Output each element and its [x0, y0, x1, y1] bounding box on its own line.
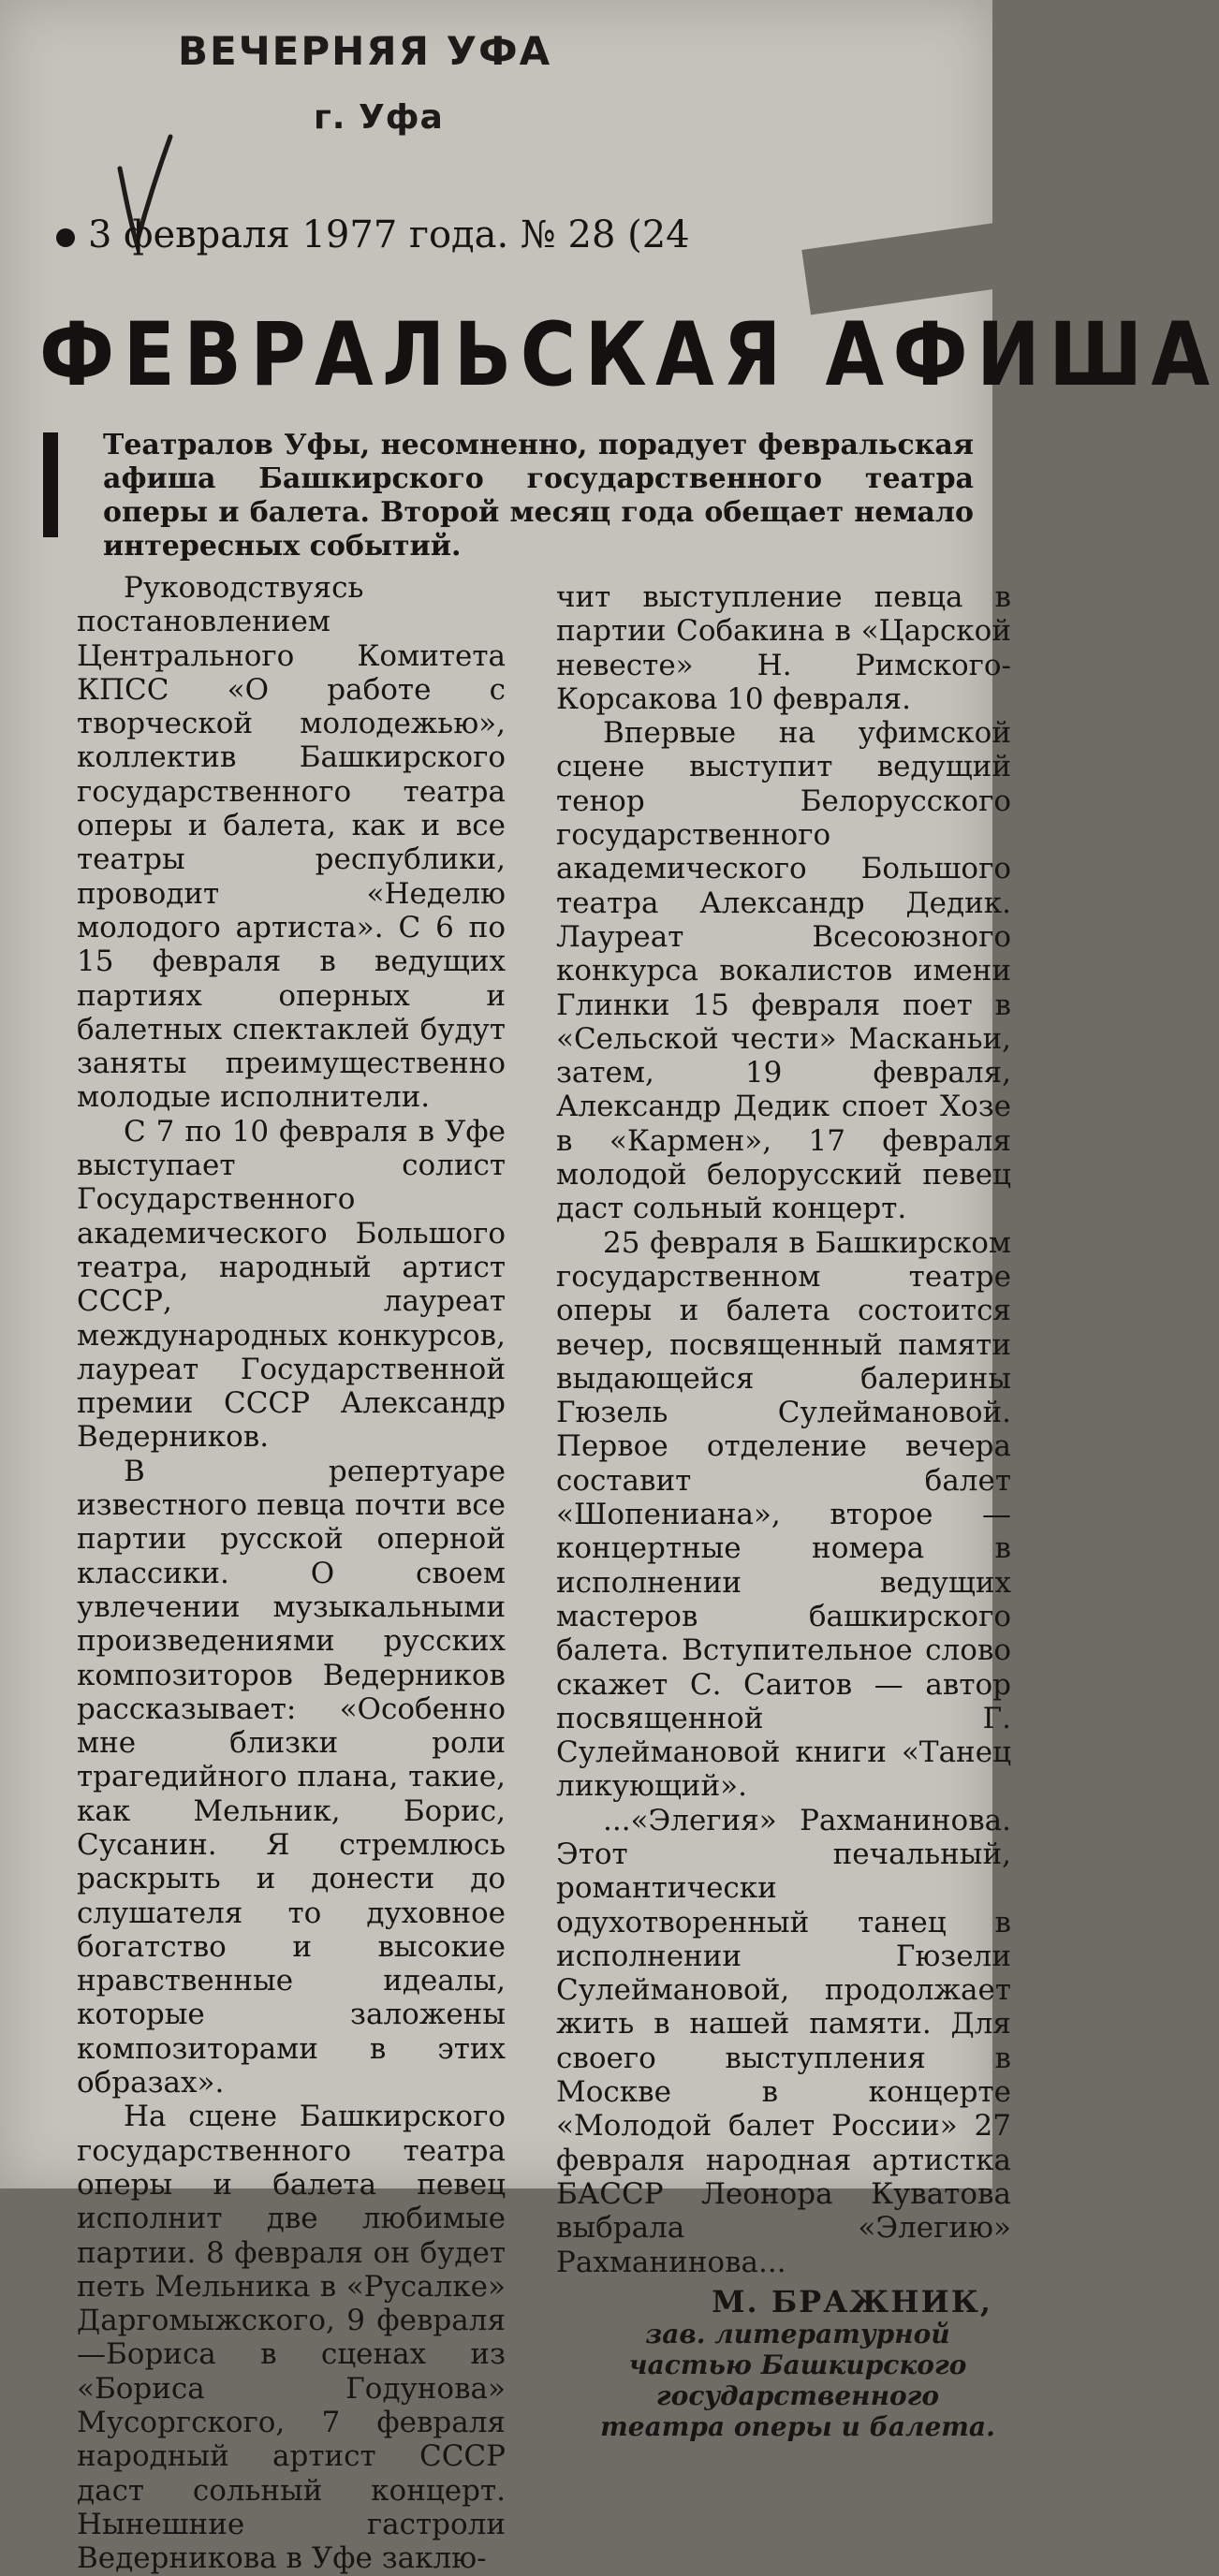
- lead-paragraph: Театралов Уфы, несомненно, порадует февральская афиша Башкирского государственного театра оперы и балета. Второй месяц года обещает немало интересных событий.: [103, 429, 974, 563]
- dateline-text: 3 февраля 1977 года. № 28 (24: [88, 213, 690, 256]
- column-right: [556, 580, 1011, 2442]
- paragraph: На сцене Башкирского государственного театра оперы и балета певец исполнит две любимые партии. 8 февраля он будет петь Мельника в «Русалке» Даргомыжского, 9 февраля —Бориса в сценах из «Бориса Годунова» Мусоргского, 7 февраля народный артист СССР даст сольный концерт. Нынешние гастроли Ведерникова в Уфе заклю-: [77, 2100, 506, 2576]
- paragraph: В репертуаре известного певца почти все партии русской оперной классики. О своем увлечении музыкальными произведениями русских композиторов Ведерников рассказывает: «Особенно мне близки роли трагедийного плана, такие, как Мельник, Борис, Сусанин. Я стремлюсь раскрыть и донести до слушателя то духовное богатство и высокие нравственные идеалы, которые заложены композиторами в этих образах».: [77, 1454, 506, 2100]
- dateline: [56, 213, 690, 256]
- author-position: зав. литературной частью Башкирского государственного театра оперы и балета.: [600, 2319, 995, 2443]
- newspaper-name-stamp: ВЕЧЕРНЯЯ УФА: [178, 28, 552, 74]
- paragraph: ...«Элегия» Рахманинова. Этот печальный, романтически одухотворенный танец в исполнении Гюзели Сулеймановой, продолжает жить в нашей памяти. Для своего выступления в Москве в концерте «Молодой балет России» 27 февраля народная артистка БАССР Леонора Куватова выбрала «Элегию» Рахманинова...: [556, 1803, 1011, 2279]
- paragraph: чит выступление певца в партии Собакина в «Царской невесте» Н. Римского-Корсакова 10 февраля.: [556, 580, 1011, 716]
- bullet-icon: [56, 228, 75, 247]
- lead-marker-bar: [43, 432, 58, 537]
- torn-edge: [801, 219, 1033, 315]
- author-name: М. БРАЖНИК,: [712, 2283, 992, 2320]
- headline: ФЕВРАЛЬСКАЯ АФИША: [39, 304, 1219, 406]
- column-left: [77, 571, 506, 2576]
- paragraph: Руководствуясь постановлением Центрального Комитета КПСС «О работе с творческой молодежью», коллектив Башкирского государственного театра оперы и балета, как и все театры республики, проводит «Неделю молодого артиста». С 6 по 15 февраля в ведущих партиях оперных и балетных спектаклей будут заняты преимущественно молодые исполнители.: [77, 571, 506, 1115]
- paragraph: 25 февраля в Башкирском государственном театре оперы и балета состоится вечер, посвященный памяти выдающейся балерины Гюзель Сулеймановой. Первое отделение вечера составит балет «Шопениана», второе —концертные номера в исполнении ведущих мастеров башкирского балета. Вступительное слово скажет С. Саитов — автор посвященной Г. Сулеймановой книги «Танец ликующий».: [556, 1225, 1011, 1804]
- paragraph: С 7 по 10 февраля в Уфе выступает солист Государственного академического Большого театра, народный артист СССР, лауреат международных конкурсов, лауреат Государственной премии СССР Александр Ведерников.: [77, 1114, 506, 1455]
- city-stamp: г. Уфа: [314, 98, 444, 137]
- paragraph: Впервые на уфимской сцене выступит ведущий тенор Белорусского государственного академического Большого театра Александр Дедик. Лауреат Всесоюзного конкурса вокалистов имени Глинки 15 февраля поет в «Сельской чести» Масканьи, затем, 19 февраля, Александр Дедик споет Хозе в «Кармен», 17 февраля молодой белорусский певец даст сольный концерт.: [556, 716, 1011, 1226]
